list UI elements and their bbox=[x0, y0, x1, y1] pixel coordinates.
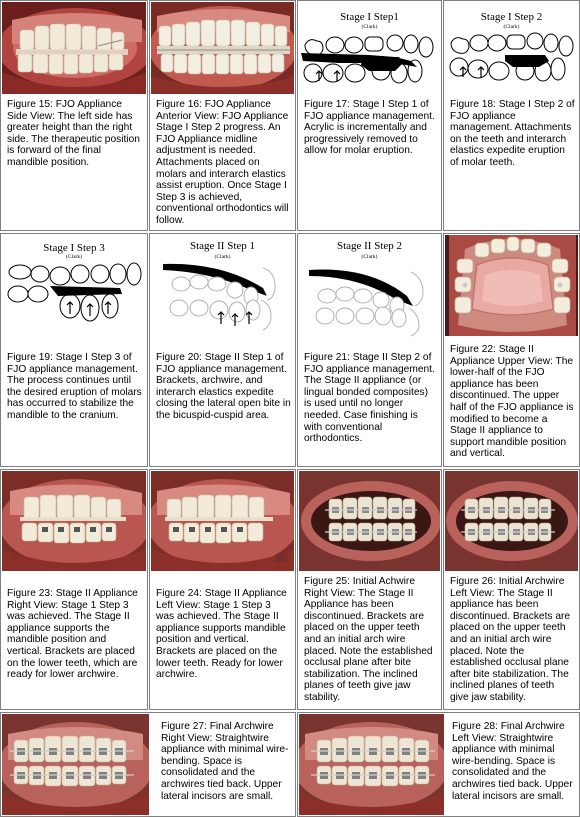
figure-27-cell bbox=[0, 712, 296, 817]
figure-18-diagram-credit: (Clark) bbox=[503, 24, 520, 30]
figure-28-cell bbox=[297, 712, 580, 817]
figure-23-cell bbox=[0, 469, 148, 710]
figure-25-cell bbox=[297, 469, 442, 710]
figure-25-photo bbox=[299, 471, 440, 571]
figure-24-photo-note: 5(C bbox=[274, 553, 288, 563]
figure-17-diagram-title: Stage I Step1 bbox=[340, 11, 399, 23]
figure-15-photo bbox=[2, 2, 146, 94]
figure-16-caption: Figure 16: FJO Appliance Anterior View: FJO Appliance Stage I Step 2 progress. An FJO Appliance midline adjustment is needed. Attachments placed on molars and interarch elastics assist eruption. Once Stage I Step 3 is achieved, conventional orthodontics will follow. bbox=[156, 99, 289, 226]
figure-17-caption: Figure 17: Stage I Step 1 of FJO appliance management. Acrylic is incrementally and progressively removed to allow for molar eruption. bbox=[304, 99, 435, 157]
figure-23-photo bbox=[2, 471, 146, 571]
figure-22-photo bbox=[445, 235, 578, 336]
figure-15-caption: Figure 15: FJO Appliance Side View: The left side has greater height than the right side. The therapeutic position is forward of the final mandible position. bbox=[7, 99, 140, 168]
figure-28-caption: Figure 28: Final Archwire Left View: Straightwire appliance with minimal wire-bending. Space is consolidated and the archwires tied back. Upper lateral incisors are small. bbox=[452, 721, 573, 802]
figure-19-caption: Figure 19: Stage I Step 3 of FJO appliance management. The process continues until the desired eruption of molars has occurred to stabilize the mandible to the cranium. bbox=[7, 352, 142, 421]
figure-20-diagram bbox=[151, 260, 294, 340]
figure-24-cell bbox=[149, 469, 296, 710]
figure-28-photo bbox=[299, 714, 444, 815]
figure-26-caption: Figure 26: Initial Archwire Left View: The Stage II appliance has been discontinued. Brackets are placed on the upper teeth and an initial arch wire placed. Note the established occlusal plane after bite stabilization. The inclined planes of teeth give jaw stability. bbox=[450, 576, 571, 703]
figure-16-photo bbox=[151, 2, 294, 94]
figure-22-cell bbox=[443, 233, 580, 467]
figure-25-caption: Figure 25: Initial Achwire Right View: The Stage II Appliance has been discontinued. Brackets are placed on the upper teeth and an initial arch wire placed. Note the established occlusal plane after bite stabilization. The inclined planes of teeth give jaw stability. bbox=[304, 576, 433, 703]
figure-20-cell bbox=[149, 233, 296, 467]
figure-27-caption: Figure 27: Final Archwire Right View: Straightwire appliance with minimal wire-bending. Space is consolidated and the archwires tied back. Upper lateral incisors are small. bbox=[161, 721, 289, 802]
figure-23-caption: Figure 23: Stage II Appliance Right View: Stage 1 Step 3 was achieved. The Stage II appliance supports the mandible position and vertical. Brackets are placed on the lower teeth, which are ready for lower archwire. bbox=[7, 588, 138, 681]
figure-21-cell bbox=[297, 233, 442, 467]
figure-17-diagram bbox=[299, 31, 440, 91]
figure-26-photo bbox=[445, 471, 578, 571]
figure-18-diagram-title: Stage I Step 2 bbox=[480, 11, 543, 23]
figure-17-diagram-credit: (Clark) bbox=[361, 24, 378, 30]
figure-20-diagram-credit: (Clark) bbox=[214, 254, 231, 260]
figure-18-diagram bbox=[445, 31, 578, 91]
figure-18-caption: Figure 18: Stage I Step 2 of FJO appliance management. Attachments on the teeth and interarch elastics expedite eruption of molar teeth. bbox=[450, 99, 575, 168]
figure-27-photo bbox=[2, 714, 149, 815]
figure-21-diagram-title: Stage II Step 2 bbox=[336, 240, 403, 252]
figure-24-photo bbox=[151, 471, 294, 571]
figure-17-cell bbox=[297, 0, 442, 231]
figure-26-cell bbox=[443, 469, 580, 710]
figure-20-caption: Figure 20: Stage II Step 1 of FJO appliance management. Brackets, archwire, and interarch elastics expedite closing the lateral open bite in the bicuspid-cuspid area. bbox=[156, 352, 291, 421]
figure-19-cell bbox=[0, 233, 148, 467]
figure-21-caption: Figure 21: Stage II Step 2 of FJO appliance management. The Stage II appliance (or lingual bonded composites) is used until no longer needed. Case finishing is with conventional orthodontics. bbox=[304, 352, 435, 445]
figure-21-diagram bbox=[299, 260, 440, 340]
figure-16-cell bbox=[149, 0, 296, 231]
figure-22-caption: Figure 22: Stage II Appliance Upper View: The lower-half of the FJO appliance has been discontinued. The upper half of the FJO appliance is modified to become a Stage II appliance to support mandible position and vertical. bbox=[450, 344, 574, 460]
figure-24-caption: Figure 24: Stage II Appliance Left View: Stage 1 Step 3 was achieved. The Stage II appliance supports mandible position and vertical. Brackets are placed on the lower teeth. Ready for lower archwire. bbox=[156, 588, 287, 681]
figure-18-cell bbox=[443, 0, 580, 231]
figure-19-diagram-title: Stage I Step 3 bbox=[43, 242, 105, 254]
figure-21-diagram-credit: (Clark) bbox=[361, 254, 378, 260]
figure-19-diagram bbox=[2, 260, 146, 330]
figure-19-diagram-credit: (Clark) bbox=[66, 254, 82, 260]
figure-20-diagram-title: Stage II Step 1 bbox=[189, 240, 256, 252]
figure-15-cell bbox=[0, 0, 148, 231]
